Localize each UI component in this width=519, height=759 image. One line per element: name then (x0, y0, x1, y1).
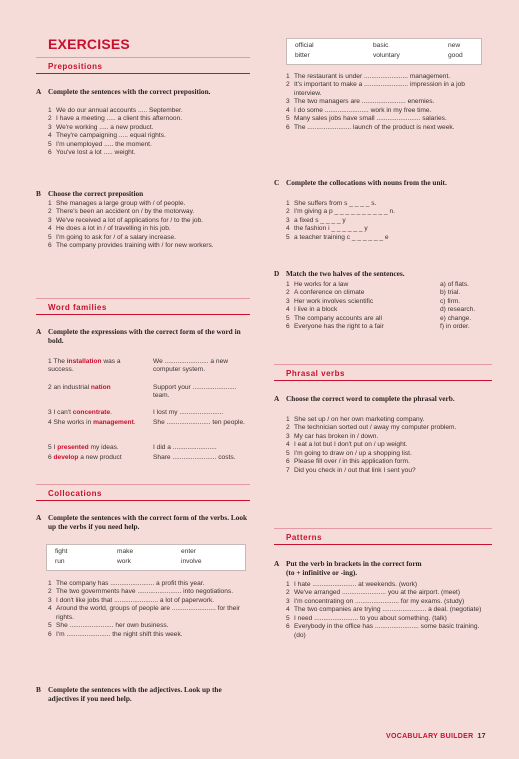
list-item: 3 Her work involves scientific (286, 297, 374, 305)
table-row: 1 The installation was a success. (48, 358, 121, 374)
list-item: 1 The restaurant is under ........................ management. (286, 73, 451, 80)
list-item: 5 The company accounts are all (286, 314, 382, 322)
word-box-cell: basic (373, 42, 389, 49)
list-item: b) trial. (440, 289, 461, 297)
list-item: 4 I eat a lot but I don't put on / up weight. (286, 441, 408, 449)
word-box-cell: work (117, 558, 131, 565)
table-row: 5 I presented my ideas. (48, 444, 119, 451)
list-item: 2 It's important to make a ........................ impression in a job interview. (286, 81, 465, 97)
word-box-cell: bitter (295, 52, 310, 59)
list-item: 3 I'm concentrating on ........................ for my exams. (study) (286, 597, 465, 605)
word-box-cell: involve (181, 558, 202, 565)
list-collocations-c (286, 200, 486, 242)
list-item: a) of flats. (440, 281, 469, 288)
task-prepositions-a (36, 87, 241, 96)
list-prepositions-a (48, 107, 248, 158)
list-item: 3 We're working ..... a new product. (48, 123, 154, 131)
section-rule (36, 57, 250, 58)
heading-phrasal-verbs: Phrasal verbs (286, 369, 345, 378)
list-item: 2 I'm giving a p _ _ _ _ _ _ _ _ _ _ n. (286, 208, 395, 216)
list-match-left (286, 281, 436, 332)
word-box-cell: good (448, 52, 463, 59)
list-item: 4 I live in a block (286, 306, 338, 314)
table-row: 3 I can't concentrate. (48, 409, 112, 416)
task-collocations-c: C Complete the collocations with nouns from the unit. (274, 178, 447, 187)
list-item: 4 He does a lot in / of travelling in his job. (48, 225, 171, 233)
list-item: 5 I need ........................ to you about something. (talk) (286, 614, 447, 622)
section-rule (36, 73, 250, 74)
section-rule (274, 380, 492, 381)
section-rule (36, 314, 250, 315)
list-item: 6 You've lost a lot ..... weight. (48, 149, 136, 157)
table-cell: We ........................ a new computer system. (153, 358, 228, 374)
list-item: 2 A conference on climate (286, 289, 365, 297)
list-item: c) firm. (440, 297, 461, 305)
list-item: f) in order. (440, 323, 470, 331)
table-row: 2 an industrial nation (48, 384, 111, 391)
list-item: 3 The two managers are ........................ enemies. (286, 98, 435, 106)
task-text: Complete the sentences with the correct preposition. (48, 87, 211, 96)
section-rule (274, 544, 492, 545)
task-prepositions-b: B Choose the correct preposition (36, 189, 144, 198)
word-box-verbs (46, 544, 246, 571)
list-item: 3 I don't like jobs that ........................ a lot of paperwork. (48, 596, 215, 604)
list-item: 5 Many sales jobs have small ........................ salaries. (286, 115, 447, 123)
list-item: 3 We've received a lot of applications for / to the job. (48, 216, 204, 224)
list-item: 4 Around the world, groups of people are ........................ for their rights. (48, 605, 240, 621)
list-item: 5 She ........................ her own business. (48, 622, 169, 630)
list-item: 6 Everybody in the office has ........................ some basic training. (do) (286, 623, 480, 639)
heading-prepositions: Prepositions (48, 62, 103, 71)
list-item: 5 a teacher training c _ _ _ _ _ _ e (286, 233, 389, 241)
word-box-cell: run (55, 558, 65, 565)
list-item: 2 We've arranged ........................ you at the airport. (meet) (286, 589, 461, 597)
table-cell: I lost my ........................ (153, 409, 224, 416)
task-collocations-a: A Complete the sentences with the correct form of the verbs. Look up the verbs if you need help. (36, 513, 248, 532)
list-item: 1 I hate ........................ at weekends. (work) (286, 581, 418, 588)
table-row: 6 develop a new product (48, 454, 122, 461)
word-box-adjectives (286, 38, 482, 65)
list-item: 2 I have a meeting ..... a client this afternoon. (48, 115, 183, 123)
list-item: 6 Please fill over / in this application form. (286, 458, 410, 466)
table-cell: I did a ........................ (153, 444, 217, 451)
task-patterns-a: A Put the verb in brackets in the correct form (to + infinitive or -ing). (274, 559, 492, 577)
list-match-right (440, 281, 496, 332)
list-item: 1 She suffers from s _ _ _ _ s. (286, 200, 377, 207)
list-item: 1 We do our annual accounts ..... September. (48, 107, 183, 114)
heading-collocations: Collocations (48, 489, 103, 498)
list-item: 7 Did you check in / out that link I sent you? (286, 466, 416, 474)
task-subtext: (to + infinitive or -ing). (286, 568, 358, 578)
task-letter: A (36, 87, 42, 96)
task-word-families-a: A Complete the expressions with the correct form of the word in bold. (36, 327, 241, 346)
list-collocations-a (48, 580, 248, 639)
list-item: 6 I'm ........................ the night shift this week. (48, 630, 183, 638)
list-adjectives (286, 73, 494, 132)
list-item: 4 They're campaigning ..... equal rights. (48, 132, 166, 140)
list-item: 2 The technician sorted out / away my computer problem. (286, 424, 457, 432)
list-item: 6 The company provides training with / for new workers. (48, 242, 214, 250)
page-footer (386, 733, 486, 742)
table-cell: Support your ........................ team. (153, 384, 237, 400)
list-item: 4 The two companies are trying ........................ a deal. (negotiate) (286, 606, 482, 614)
section-rule (274, 364, 492, 365)
footer-label: VOCABULARY BUILDER (386, 733, 474, 740)
word-box-cell: voluntary (373, 52, 400, 59)
list-item: 4 the fashion i _ _ _ _ _ _ y (286, 225, 368, 233)
word-box-cell: fight (55, 548, 68, 555)
word-box-cell: make (117, 548, 134, 555)
task-phrasal-verbs-a: A Choose the correct word to complete the phrasal verb. (274, 394, 455, 403)
list-prepositions-b (48, 200, 248, 251)
list-item: 2 There's been an accident on / by the motorway. (48, 208, 195, 216)
word-box-cell: enter (181, 548, 197, 555)
heading-patterns: Patterns (286, 533, 323, 542)
list-item: e) change. (440, 314, 472, 322)
list-item: d) research. (440, 306, 476, 314)
section-rule (274, 528, 492, 529)
task-collocations-d: D Match the two halves of the sentences. (274, 269, 405, 278)
table-cell: Share ........................ costs. (153, 454, 236, 461)
list-item: 1 She manages a large group with / of people. (48, 200, 186, 207)
table-cell: She ........................ ten people. (153, 419, 245, 426)
section-rule (36, 484, 250, 485)
word-box-cell: official (295, 42, 314, 49)
word-box-cell: new (448, 42, 461, 49)
page-title: EXERCISES (48, 36, 130, 52)
list-item: 3 a fixed s _ _ _ _ y (286, 216, 346, 224)
list-item: 6 Everyone has the right to a fair (286, 323, 384, 331)
list-item: 1 The company has ........................ a profit this year. (48, 580, 205, 587)
list-patterns (286, 581, 492, 640)
section-rule (36, 500, 250, 501)
list-item: 6 The ........................ launch of the product is next week. (286, 123, 455, 131)
list-item: 3 My car has broken in / down. (286, 432, 379, 440)
list-item: 2 The two governments have ........................ into negotiations. (48, 588, 234, 596)
table-row: 4 She works in management. (48, 419, 136, 426)
section-rule (36, 298, 250, 299)
task-collocations-b: B Complete the sentences with the adjectives. Look up the adjectives if you need help. (36, 685, 222, 704)
list-phrasal-verbs (286, 416, 492, 475)
list-item: 1 He works for a law (286, 281, 349, 288)
list-item: 1 She set up / on her own marketing company. (286, 416, 425, 423)
list-item: 5 I'm going to draw on / up a shopping list. (286, 449, 412, 457)
heading-word-families: Word families (48, 303, 107, 312)
list-item: 5 I'm unemployed ..... the moment. (48, 140, 152, 148)
page-number: 17 (477, 733, 486, 740)
list-item: 4 I do some ........................ work in my free time. (286, 106, 432, 114)
list-item: 5 I'm going to ask for / of a salary increase. (48, 233, 177, 241)
word-families-table (48, 358, 248, 478)
